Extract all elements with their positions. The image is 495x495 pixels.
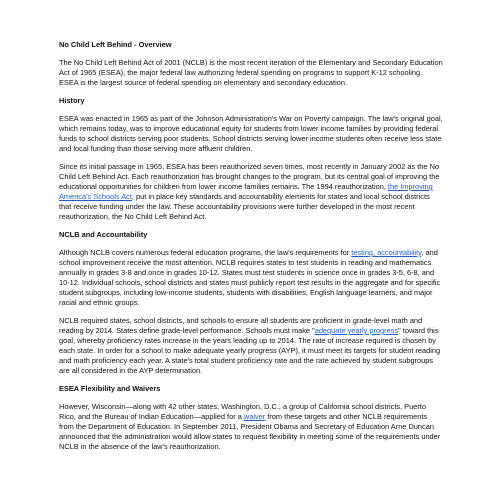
paragraph	[59, 114, 443, 154]
section-heading: ESEA Flexibility and Waivers	[59, 384, 161, 393]
paragraph-text: " toward this goal, whereby proficiency rates increase in the years leading up to 2014. The rate of increase required is chosen by each state. In order for a school to make adequate yearly progress (AYP), it must meet its targets for student reading and math proficiency each year. A state's total student proficiency rate and the rate achieved by student subgroups are all considered in the AYP determination.	[59, 326, 441, 375]
section-heading: History	[59, 96, 85, 105]
paragraph-text: However, Wisconsin—along with 42 other states, Washington, D.C., a group of California school districts, Puerto Rico, and the Bureau of Indian Education—applied for a	[59, 402, 426, 421]
paragraph	[59, 402, 443, 452]
paragraph-text: NCLB required states, school districts, and schools to ensure all students are proficient in grade-level math and reading by 2014. States define grade-level performance. Schools must make "	[59, 316, 423, 335]
inline-link[interactable]: adequate yearly progress	[314, 326, 399, 335]
paragraph	[59, 316, 443, 376]
paragraph	[59, 248, 443, 308]
paragraph-text: from these targets and other NCLB requirements from the Department of Education. In September 2011, President Obama and Secretary of Education Arne Duncan announced that the administration would allow states to request flexibility in meeting some of the requirements under NCLB in the absence of the law's reauthorization.	[59, 412, 441, 451]
paragraph	[59, 58, 443, 88]
paragraph-text: Since its initial passage in 1965, ESEA has been reauthorized seven times, most recently in January 2002 as the No Child Left Behind Act. Each reauthorization has brought changes to the program, but its central goal of improving the educational opportunities for children from lower income families remains. The 1994 reauthorization,	[59, 162, 440, 191]
document-title: No Child Left Behind - Overview	[59, 40, 172, 49]
section-heading: NCLB and Accountability	[59, 230, 148, 239]
paragraph-text: , put in place key standards and accountability elements for states and local school districts that receive funding under the law. These accountability provisions were further developed in the most recent reauthorization, the No Child Left Behind Act.	[59, 192, 430, 221]
paragraph-text: The No Child Left Behind Act of 2001 (NCLB) is the most recent iteration of the Elementary and Secondary Education Act of 1965 (ESEA), the major federal law authorizing federal spending on programs to support K-12 schooling. ESEA is the largest source of federal spending on elementary and secondary education.	[59, 58, 443, 87]
paragraph-text: ESEA was enacted in 1965 as part of the Johnson Administration's War on Poverty campaign. The law's original goal, which remains today, was to improve educational equity for students from lower income families by providing federal funds to school districts serving poor students. School districts serving lower income students often receive less state and local funding than those serving more affluent children.	[59, 114, 443, 153]
paragraph	[59, 162, 443, 222]
paragraph-text: , and school improvement receive the most attention. NCLB requires states to test students in reading and mathematics annually in grades 3-8 and once in grades 10-12. States must test students in science once in grades 3-5, 6-8, and 10-12. Individual schools, school districts and states must publicly report test results in the aggregate and for specific student subgroups, including low-income students, students with disabilities, English language learners, and major racial and ethnic groups.	[59, 248, 441, 307]
inline-link[interactable]: the Improving America's Schools Act	[59, 182, 433, 201]
document-body	[59, 40, 443, 460]
paragraph-text: Although NCLB covers numerous federal education programs, the law's requirements for	[59, 248, 352, 257]
inline-link[interactable]: testing, accountability	[351, 248, 422, 257]
inline-link[interactable]: waiver	[243, 412, 266, 421]
